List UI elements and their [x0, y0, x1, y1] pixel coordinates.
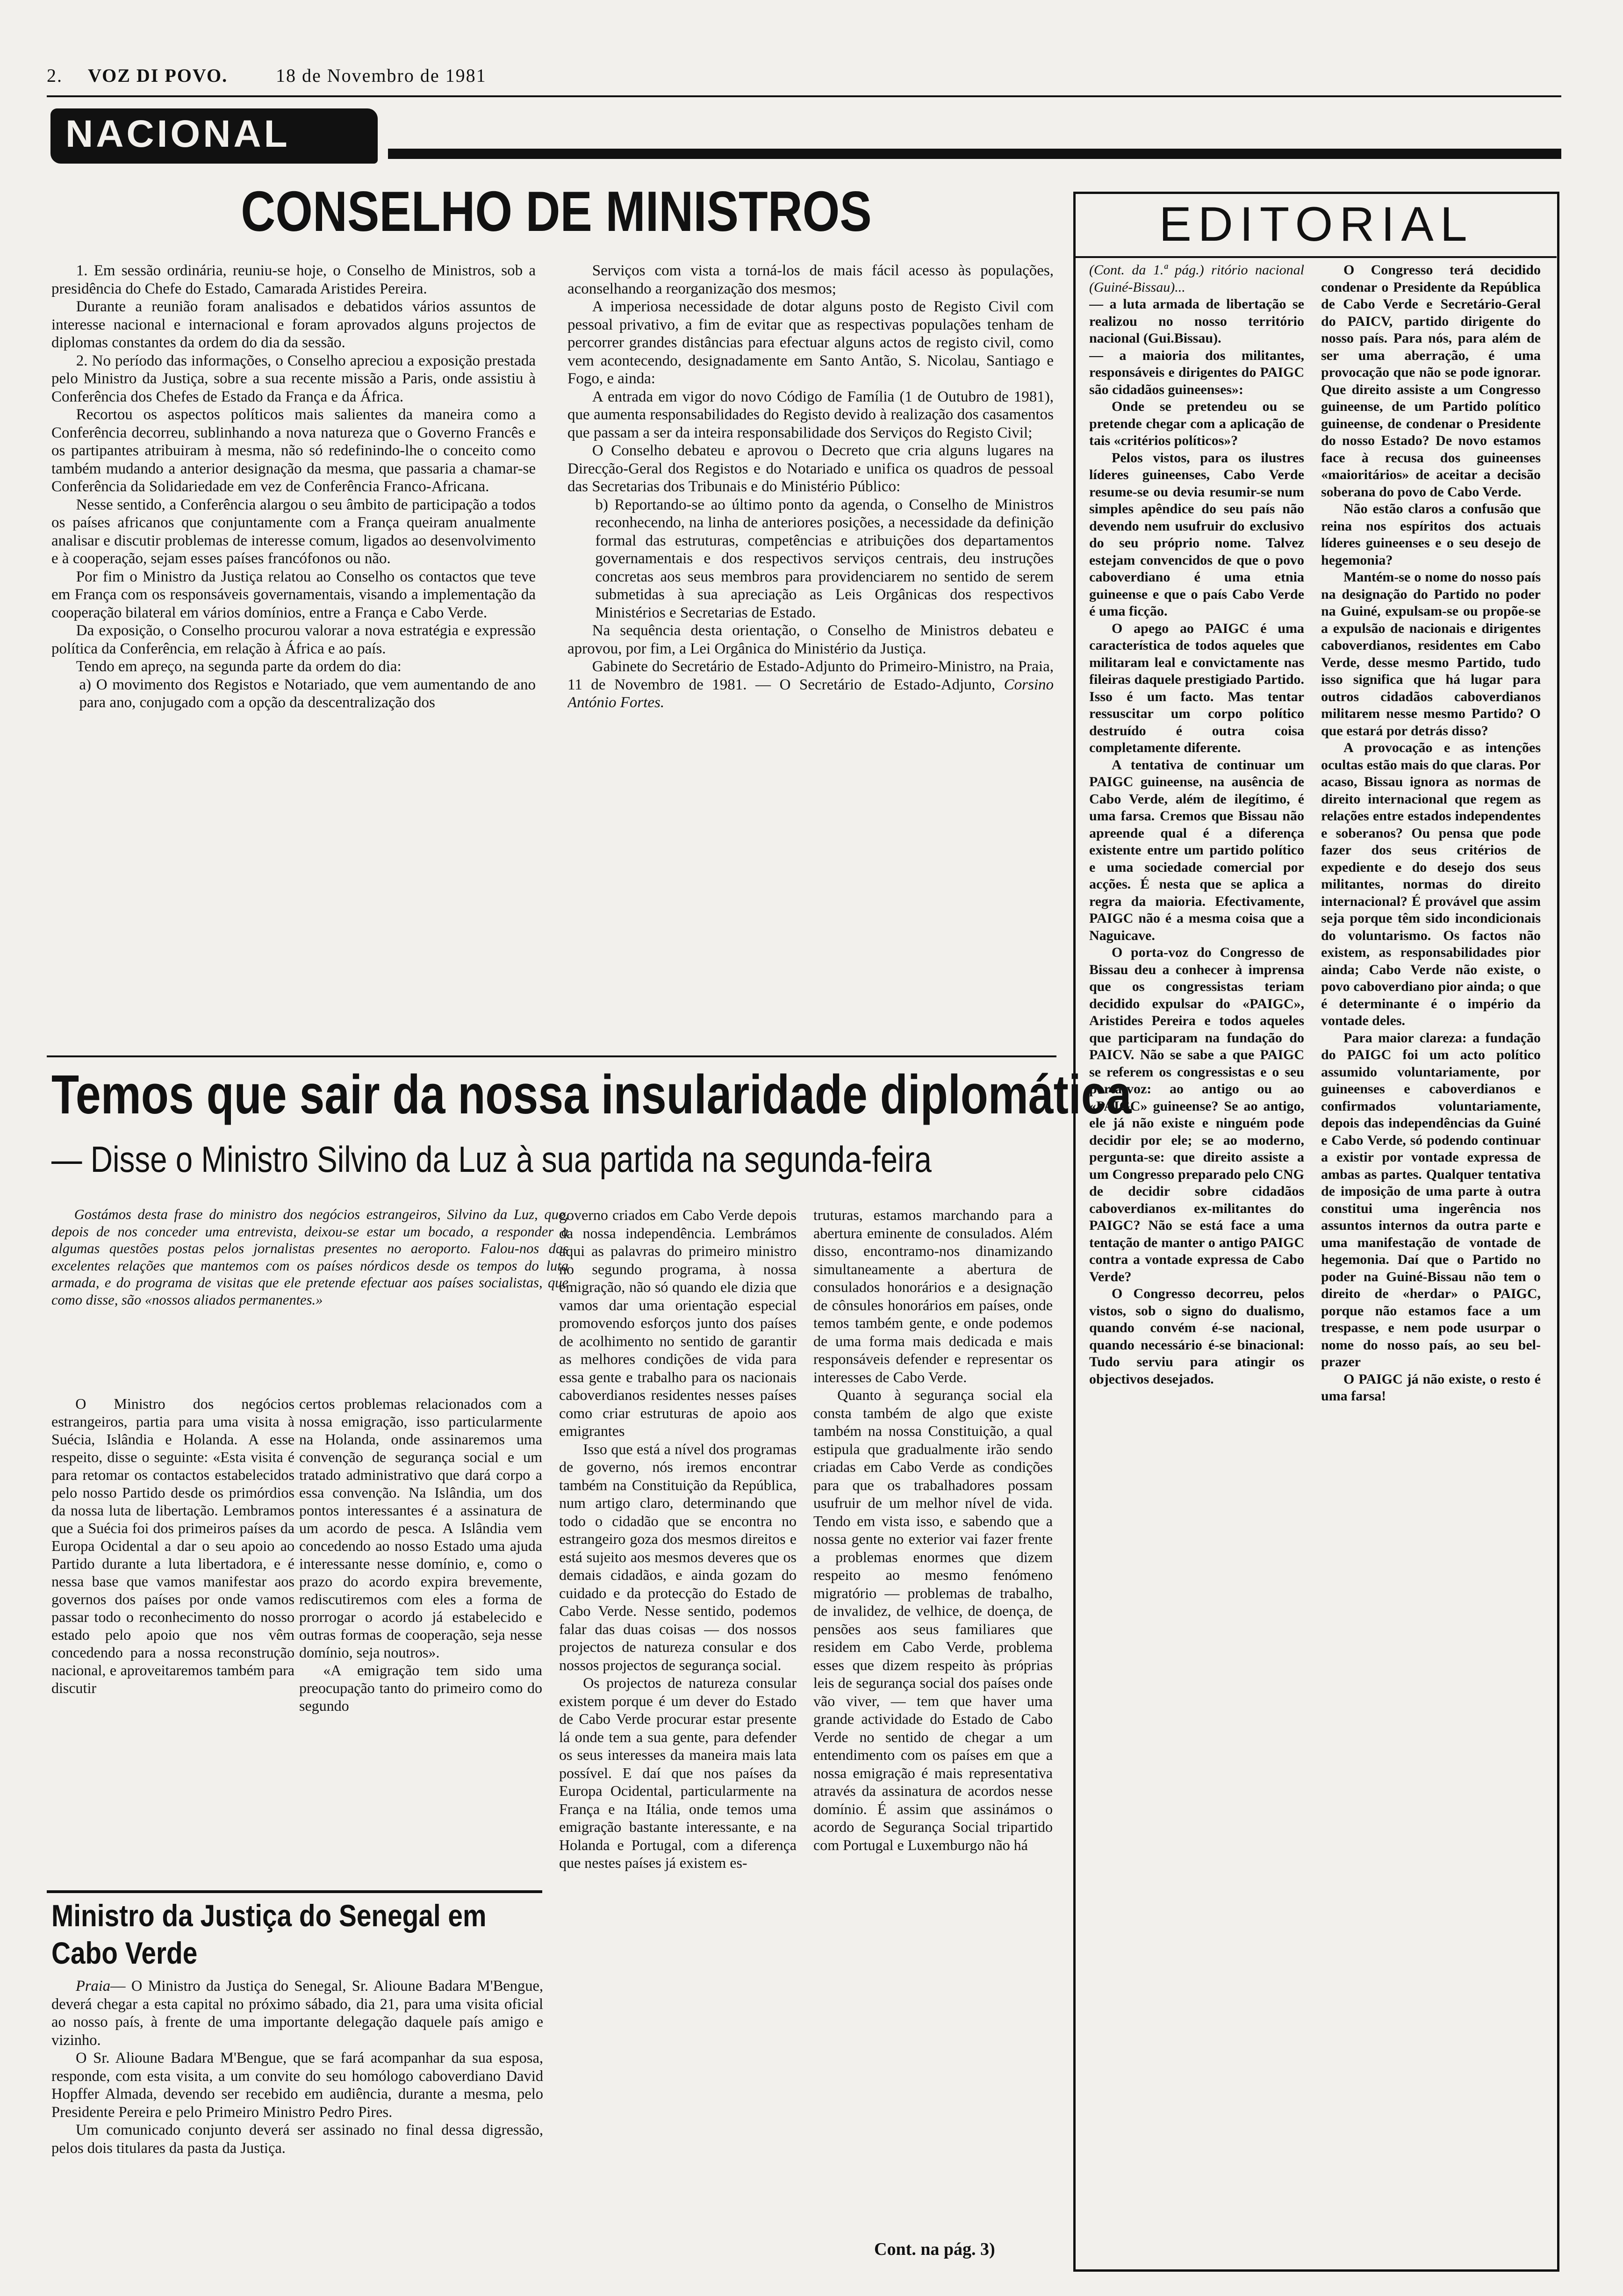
insularidade-column-1 — [51, 1395, 294, 1886]
paragraph: O Sr. Alioune Badara M'Bengue, que se fará acompanhar da sua esposa, responde, com esta visita, a um convite do seu homólogo caboverdiano David Hopffer Almada, devendo ser recebido em audiência, durante a mesma, pelo Presidente Pereira e pelo Primeiro Ministro Pedro Pires. — [51, 2050, 543, 2121]
continuation-note: Cont. na pág. 3) — [874, 2239, 995, 2259]
editorial-title: EDITORIAL — [1159, 197, 1474, 251]
insularidade-column-2 — [299, 1395, 542, 1886]
paragraph: Isso que está a nível dos programas de governo, nós iremos encontrar também na Constituição da República, num artigo claro, determinando que todo o cidadão que se encontra no estrangeiro goza dos mesmos direitos e está sujeito aos mesmos deveres que os demais cidadãos, e ainda gozam do cuidado e da protecção do Estado de Cabo Verde. Nesse sentido, podemos falar das duas coisas — dos nossos projectos de natureza consular e dos nossos projectos de segurança social. — [559, 1440, 797, 1673]
paragraph: Quanto à segurança social ela consta também de algo que existe também na nossa Constituição, a qual estipula que gradualmente irão sendo criadas em Cabo Verde as condições para que os trabalhadores possam usufruir de um melhor nível de vida. Tendo em vista isso, e sabendo que a nossa gente no exterior vai fazer frente a problemas enormes que dizem respeito ao mesmo fenómeno migratório — problemas de trabalho, de invalidez, de velhice, de doença, de pensões aos seus familiares que residem em Cabo Verde, problema esses que dizem respeito às próprias leis de segurança social dos países onde vão viver, — tem que haver uma grande actividade do Estado de Cabo Verde no sentido de chegar a um entendimento com os países em que a nossa emigração é mais representativa através da assinatura de acordos nesse domínio. É assim que assinámos o acordo de Segurança Social tripartido com Portugal e Luxemburgo não há — [813, 1386, 1053, 1853]
paragraph: O PAIGC já não existe, o resto é uma farsa! — [1321, 1371, 1541, 1404]
page-number: 2. — [47, 65, 63, 86]
paragraph: A imperiosa necessidade de dotar alguns posto de Registo Civil com pessoal privativo, a fim de evitar que as respectivas populações tenham de percorrer grandes distâncias para efectuar alguns actos de registo civil, como vem acontecendo, designadamente em Santo Antão, S. Nicolau, Santiago e Fogo, e ainda: — [567, 298, 1054, 387]
paragraph: O porta-voz do Congresso de Bissau deu a conhecer à imprensa que os congressistas teriam decidido expulsar do «PAIGC», Aristides Pereira e todos aqueles que participaram na fundação do PAICV. Não se sabe a que PAIGC se referem os congressistas e o seu porta-voz: ao antigo ou ao «PAIGC» guineense? Se ao antigo, ele já não existe e ninguém pode decidir por ele; se ao moderno, pergunta-se: que direito assiste a um Congresso preparado pelo CNG de decidir sobre cidadãos caboverdianos ex-militantes do PAIGC? Não se está face a uma tentação de manter o antigo PAIGC contra a vontade expressa de Cabo Verde? — [1089, 945, 1304, 1284]
paragraph: A tentativa de continuar um PAIGC guineense, na ausência de Cabo Verde, além de ilegítimo, é uma farsa. Cremos que Bissau não apreende qual é a diferença existente entre um partido político e uma sociedade comercial por acções. É nesta que se aplica a regra da maioria. Efectivamente, PAIGC não é a mesma coisa que a Naguicave. — [1089, 757, 1304, 943]
paragraph: Durante a reunião foram analisados e debatidos vários assuntos de interesse nacional e internacional e foram aprovados alguns projectos de diplomas constantes da ordem do dia da sessão. — [51, 298, 536, 351]
paragraph: Para maior clareza: a fundação do PAIGC foi um acto político assumido voluntariamente, por guineenses e caboverdianos e confirmados voluntariamente, depois das independências da Guiné e Cabo Verde, só podendo continuar a existir por vontade expressa de ambas as partes. Qualquer tentativa de imposição de uma parte à outra constitui uma ingerência nos assuntos internos da outra parte e uma manifestação de vontade de hegemonia. Daí que o Partido no poder na Guiné-Bissau não tem o direito de «herdar» o PAIGC, porque não estamos face a um trespasse, e nem pode usurpar o nome do nosso país, ao seu bel-prazer — [1321, 1030, 1541, 1370]
paper-name: VOZ DI POVO. — [88, 65, 228, 86]
paragraph: governo criados em Cabo Verde depois da nossa independência. Lembrámos aqui as palavras do primeiro ministro no segundo programa, à nossa emigração, não só quando ele dizia que vamos dar uma orientação especial promovendo esforços junto dos países de acolhimento no sentido de garantir as melhores condições de vida para essa gente e trabalho para os nacionais caboverdianos residentes nesses países como criar estruturas de apoio aos emigrantes — [559, 1206, 797, 1439]
senegal-body — [51, 1977, 543, 2276]
paragraph: Nesse sentido, a Conferência alargou o seu âmbito de participação a todos os países africanos que conjuntamente com a França queiram anualmente analisar e discutir problemas de interesse comum, ligados ao desenvolvimento e à cooperação, sejam esses países francófonos ou não. — [51, 496, 536, 567]
paragraph: O apego ao PAIGC é uma característica de todos aqueles que militaram leal e convictamente nas fileiras daquele prestigiado Partido. Isso é um facto. Mas tentar ressuscitar um corpo político destruído é outra coisa completamente diferente. — [1089, 620, 1304, 755]
signoff-name: Corsino António Fortes. — [567, 676, 1054, 711]
paragraph: A entrada em vigor do novo Código de Família (1 de Outubro de 1981), que aumenta responsabilidades do Registo devido à realização dos casamentos que passam a ser da inteira responsabilidade dos Serviços do Registo Civil; — [567, 388, 1054, 441]
paragraph: Não estão claros a confusão que reina nos espíritos dos actuais líderes guineenses e o seu desejo de hegemonia? — [1321, 501, 1541, 568]
editorial-column-1 — [1089, 262, 1304, 2234]
paragraph: Da exposição, o Conselho procurou valorar a nova estratégia e expressão política da Conferência, em relação à África e ao país. — [51, 622, 536, 657]
paragraph: b) Reportando-se ao último ponto da agenda, o Conselho de Ministros reconhecendo, na linha de anteriores posições, a necessidade da definição formal das estruturas, competências e atribuições dos departamentos governamentais e dos respectivos serviços centrais, deu instruções concretas aos seus membros para providenciarem no sentido de serem submetidas à sua apreciação as Leis Orgânicas dos respectivos Ministérios e Secretarias de Estado. — [595, 496, 1054, 621]
senegal-title: Ministro da Justiça do Senegal em Cabo Verde — [51, 1898, 487, 1970]
signoff — [567, 658, 1054, 712]
section-logo: NACIONAL — [65, 113, 290, 155]
paragraph: O Conselho debateu e aprovou o Decreto que cria alguns lugares na Direcção-Geral dos Registos e do Notariado e unifica os quadros de pessoal das Secretarias dos Tribunais e do Ministério Público: — [567, 442, 1054, 495]
paragraph: Na sequência desta orientação, o Conselho de Ministros debateu e aprovou, por fim, a Lei Orgânica do Ministério da Justiça. — [567, 622, 1054, 657]
editorial-column-2 — [1321, 262, 1541, 2239]
paragraph: Mantém-se o nome do nosso país na designação do Partido no poder na Guiné, expulsam-se ou propõe-se a expulsão de nacionais e dirigentes caboverdianos, residentes em Cabo Verde, desse mesmo Partido, tudo isso significa que há lugar para outros cidadãos caboverdianos militarem nesse mesmo Partido? O que estará por detrás disso? — [1321, 569, 1541, 739]
insularidade-title: Temos que sair da nossa insularidade diplomática — [51, 1064, 1132, 1126]
paragraph: Por fim o Ministro da Justiça relatou ao Conselho os contactos que teve em França com os responsáveis governamentais, visando a implementação da cooperação bilateral em vários domínios, entre a França e Cabo Verde. — [51, 568, 536, 621]
paragraph: truturas, estamos marchando para a abertura eminente de consulados. Além disso, encontramo-nos dinamizando simultaneamente a abertura de consulados honorários e a designação de cônsules honorários em países, onde temos também gente, e onde podemos de uma forma mais dedicada e mais responsáveis defender e representar os interesses de Cabo Verde. — [813, 1206, 1053, 1385]
paragraph: (Cont. da 1.ª pág.) ritório nacional (Guiné-Bissau)... — [1089, 262, 1304, 295]
paragraph: Os projectos de natureza consular existem porque é um dever do Estado de Cabo Verde procurar estar presente lá onde tem a sua gente, para defender os seus interesses da maneira mais lata possível. E daí que nos países da Europa Ocidental, particularmente na França e na Itália, onde temos uma emigração bastante interessante, e na Holanda e Portugal, com a diferença que nestes países já existem es- — [559, 1674, 797, 1871]
paragraph: O Congresso terá decidido condenar o Presidente da República de Cabo Verde e Secretário-Geral do PAICV, partido dirigente do nosso país. Para nós, para além de ser uma aberração, é uma provocação que não se pode ignorar. Que direito assiste a um Congresso guineense, de um Partido político guineense, de condenar o Presidente do nosso Estado? De novo estamos face à recusa dos guineenses «maioritários» de aceitar a decisão soberana do povo de Cabo Verde. — [1321, 262, 1541, 500]
paragraph: Tendo em apreço, na segunda parte da ordem do dia: — [76, 658, 402, 675]
paragraph: «A emigração tem sido uma preocupação tanto do primeiro como do segundo — [299, 1662, 542, 1714]
masthead-rule — [47, 95, 1561, 97]
editorial-title-rule — [1075, 256, 1557, 258]
paragraph: a) O movimento dos Registos e Notariado, que vem aumentando de ano para ano, conjugado com a opção da descentralização dos — [79, 676, 536, 711]
paragraph: A provocação e as intenções ocultas estão mais do que claras. Por acaso, Bissau ignora as normas de direito internacional que regem as relações entre estados independentes e soberanos? Ou pensa que pode fazer dos seus critérios de expediente e do desejo dos seus militantes, normas do direito internacional? É provável que assim seja porque têm sido incondicionais do voluntarismo. Os factos não existem, as responsabilidades pior ainda; Cabo Verde não existe, o povo caboverdiano pior ainda; o que é determinante é o império da vontade deles. — [1321, 740, 1541, 1028]
signoff-text: Gabinete do Secretário de Estado-Adjunto do Primeiro-Ministro, na Praia, 11 de Novembro de 1981. — O Secretário de Estado-Adjunto, — [567, 658, 1054, 693]
conselho-column-1 — [51, 262, 536, 1052]
paragraph: — a maioria dos militantes, responsáveis e dirigentes do PAIGC são cidadãos guineenses»: — [1089, 347, 1304, 397]
paragraph: Pelos vistos, para os ilustres líderes guineenses, Cabo Verde resume-se ou devia resumir-se num simples apêndice do seu país não devendo nem usufruir do exclusivo do seu próprio nome. Talvez estejam convencidos de que o povo caboverdiano é uma etnia guineense e que o país Cabo Verde é uma ficção. — [1089, 450, 1304, 619]
paragraph: certos problemas relacionados com a nossa emigração, isso particularmente na Holanda, onde assinaremos uma convenção de segurança social e um tratado administrativo que dará corpo a essa convenção. Na Islândia, um dos pontos interessantes é a assinatura de um acordo de pesca. A Islândia vem concedendo ao nosso Estado uma ajuda interessante nesse domínio, e, como o prazo do acordo expira brevemente, rediscutiremos com eles a forma de prorrogar o acordo já estabelecido e outras formas de cooperação, seja nesse domínio, seja noutros». — [299, 1395, 542, 1661]
issue-date: 18 de Novembro de 1981 — [276, 65, 487, 86]
section-bar — [388, 149, 1561, 159]
conselho-bottom-rule — [47, 1055, 1056, 1057]
paragraph: Recortou os aspectos políticos mais salientes da maneira como a Conferência decorreu, sublinhando a nova natureza que o Governo Francês e os partipantes atribuiram à mesma, não só redefinindo-lhe o conceito como também mudando a anterior designação da mesma, que passaria a chamar-se Conferência da Solidariedade em vez de Conferência Franco-Africana. — [51, 406, 536, 495]
paragraph: Serviços com vista a torná-los de mais fácil acesso às populações, aconselhando a reorganização dos mesmos; — [567, 262, 1054, 297]
paragraph: Gostámos desta frase do ministro dos negócios estrangeiros, Silvino da Luz, que, depois de nos conceder uma entrevista, deixou-se estar um bocado, a responder a algumas questões postas pelos jornalistas presentes no aeroporto. Falou-nos das excelentes relações que mantemos com os países nórdicos desde os tempos do luta armada, e do programa de visitas que ele pretende efectuar aos países socialistas, que como disse, são «nossos aliados permanentes.» — [51, 1206, 568, 1308]
insularidade-subtitle: — Disse o Ministro Silvino da Luz à sua partida na segunda-feira — [51, 1139, 932, 1180]
conselho-column-2 — [567, 262, 1054, 1052]
paragraph: Um comunicado conjunto deverá ser assinado no final dessa digressão, pelos dois titulares da pasta da Justiça. — [51, 2122, 543, 2157]
conselho-title: CONSELHO DE MINISTROS — [241, 179, 872, 243]
insularidade-column-3 — [559, 1206, 797, 2258]
senegal-top-rule — [47, 1890, 542, 1893]
dateline: Praia — [76, 1978, 111, 1995]
paragraph: 1. Em sessão ordinária, reuniu-se hoje, o Conselho de Ministros, sob a presidência do Chefe do Estado, Camarada Aristides Pereira. — [51, 262, 536, 297]
paragraph: — O Ministro da Justiça do Senegal, Sr. Alioune Badara M'Bengue, deverá chegar a esta capital no próximo sábado, dia 21, para uma visita oficial ao nosso país, à frente de uma importante delegação daquele país amigo e vizinho. — [51, 1978, 543, 2049]
insularidade-column-4 — [813, 1206, 1053, 2230]
paragraph: Onde se pretendeu ou se pretende chegar com a aplicação de tais «critérios políticos»? — [1089, 399, 1304, 448]
paragraph: — a luta armada de libertação se realizou no nosso território nacional (Gui.Bissau). — [1089, 296, 1304, 346]
paragraph: O Ministro dos negócios estrangeiros, partia para uma visita à Suécia, Islândia e Holanda. A esse respeito, disse o seguinte: «Esta visita é para retomar os contactos estabelecidos pelo nosso Partido desde os primórdios da nossa luta de libertação. Lembramos que a Suécia foi dos primeiros países da Europa Ocidental a dar o seu apoio ao Partido durante a luta libertadora, e é nessa base que vamos manifestar aos governos dos países por onde vamos passar todo o reconhecimento do nosso estado pelo apoio que nos vêm concedendo para a nossa reconstrução nacional, e aproveitaremos também para discutir — [51, 1395, 294, 1696]
insularidade-lead — [51, 1206, 568, 1388]
paragraph: 2. No período das informações, o Conselho apreciou a exposição prestada pelo Ministro da Justiça, sobre a sua recente missão a Paris, onde assistiu à Conferência dos Chefes de Estado da França e da África. — [51, 352, 536, 405]
paragraph: O Congresso decorreu, pelos vistos, sob o signo do dualismo, quando convém é-se nacional, quando necessário é-se binacional: Tudo serviu para atingir os objectivos desejados. — [1089, 1286, 1304, 1387]
